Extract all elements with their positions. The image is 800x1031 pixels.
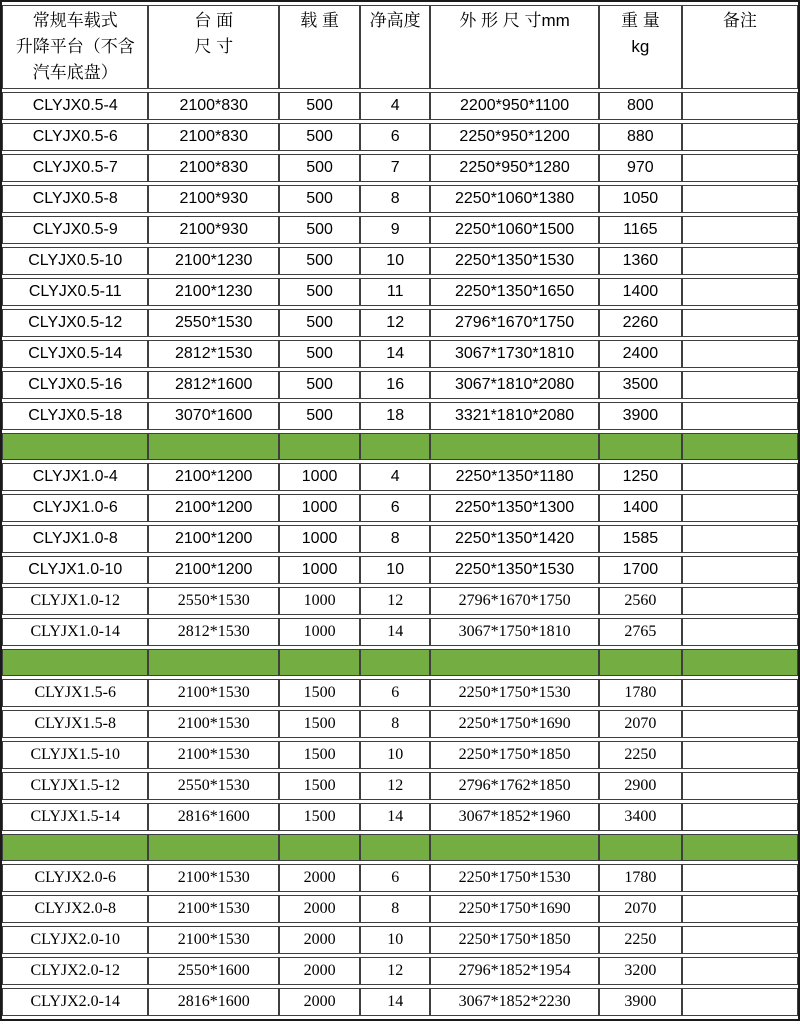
cell-platform-size: 2550*1530 (148, 587, 279, 615)
cell-remark (682, 402, 798, 430)
cell-model: CLYJX0.5-12 (2, 309, 148, 337)
cell-remark (682, 494, 798, 522)
cell-remark (682, 803, 798, 831)
cell-load: 500 (279, 92, 360, 120)
cell-remark (682, 340, 798, 368)
cell-net-height: 12 (360, 957, 430, 985)
table-row (2, 679, 798, 707)
cell-weight: 1360 (599, 247, 682, 275)
cell-remark (682, 371, 798, 399)
separator-cell-net-height (360, 834, 430, 861)
cell-remark (682, 154, 798, 182)
cell-load: 2000 (279, 988, 360, 1016)
cell-overall-size: 2250*1060*1500 (430, 216, 599, 244)
separator-cell-platform-size (148, 834, 279, 861)
separator-cell-weight (599, 649, 682, 676)
cell-model: CLYJX0.5-9 (2, 216, 148, 244)
cell-model: CLYJX0.5-11 (2, 278, 148, 306)
cell-load: 500 (279, 340, 360, 368)
table-row (2, 895, 798, 923)
cell-model: CLYJX0.5-18 (2, 402, 148, 430)
cell-platform-size: 2816*1600 (148, 988, 279, 1016)
cell-platform-size: 2100*1200 (148, 463, 279, 491)
cell-platform-size: 2100*1530 (148, 895, 279, 923)
cell-weight: 3500 (599, 371, 682, 399)
cell-load: 1500 (279, 710, 360, 738)
separator-cell-weight (599, 433, 682, 460)
cell-platform-size: 2100*830 (148, 123, 279, 151)
cell-remark (682, 525, 798, 553)
separator-cell-platform-size (148, 433, 279, 460)
cell-model: CLYJX2.0-6 (2, 864, 148, 892)
cell-load: 500 (279, 154, 360, 182)
cell-net-height: 12 (360, 309, 430, 337)
separator-row (2, 649, 798, 676)
cell-overall-size: 2796*1762*1850 (430, 772, 599, 800)
cell-model: CLYJX1.5-14 (2, 803, 148, 831)
cell-weight: 2900 (599, 772, 682, 800)
cell-net-height: 18 (360, 402, 430, 430)
header-line: kg (631, 37, 650, 56)
cell-platform-size: 2100*830 (148, 154, 279, 182)
cell-net-height: 6 (360, 494, 430, 522)
cell-remark (682, 895, 798, 923)
cell-load: 1500 (279, 803, 360, 831)
cell-overall-size: 2250*950*1200 (430, 123, 599, 151)
cell-model: CLYJX1.0-6 (2, 494, 148, 522)
cell-overall-size: 2796*1670*1750 (430, 587, 599, 615)
cell-platform-size: 2100*1530 (148, 679, 279, 707)
cell-load: 500 (279, 123, 360, 151)
table-row (2, 556, 798, 584)
cell-net-height: 10 (360, 556, 430, 584)
cell-load: 500 (279, 185, 360, 213)
cell-overall-size: 2250*1350*1420 (430, 525, 599, 553)
column-header-remark (682, 5, 798, 89)
cell-overall-size: 3067*1852*2230 (430, 988, 599, 1016)
separator-cell-model (2, 834, 148, 861)
separator-cell-net-height (360, 433, 430, 460)
cell-platform-size: 2100*830 (148, 92, 279, 120)
table-row (2, 494, 798, 522)
cell-net-height: 4 (360, 463, 430, 491)
cell-remark (682, 864, 798, 892)
table-row (2, 371, 798, 399)
cell-model: CLYJX2.0-8 (2, 895, 148, 923)
cell-load: 500 (279, 278, 360, 306)
separator-cell-load (279, 834, 360, 861)
separator-cell-remark (682, 649, 798, 676)
column-header-platform-size (148, 5, 279, 89)
cell-remark (682, 710, 798, 738)
cell-overall-size: 2796*1852*1954 (430, 957, 599, 985)
cell-weight: 1050 (599, 185, 682, 213)
cell-remark (682, 463, 798, 491)
cell-load: 500 (279, 371, 360, 399)
column-header-net-height (360, 5, 430, 89)
separator-cell-platform-size (148, 649, 279, 676)
cell-overall-size: 2250*1350*1530 (430, 247, 599, 275)
cell-overall-size: 2250*1750*1850 (430, 926, 599, 954)
cell-weight: 1700 (599, 556, 682, 584)
cell-platform-size: 2100*1530 (148, 926, 279, 954)
cell-weight: 2250 (599, 926, 682, 954)
cell-load: 500 (279, 216, 360, 244)
cell-load: 1000 (279, 618, 360, 646)
cell-weight: 1165 (599, 216, 682, 244)
cell-overall-size: 2250*1750*1530 (430, 864, 599, 892)
cell-remark (682, 92, 798, 120)
cell-weight: 800 (599, 92, 682, 120)
cell-overall-size: 2250*1750*1530 (430, 679, 599, 707)
cell-weight: 1400 (599, 278, 682, 306)
cell-weight: 3200 (599, 957, 682, 985)
cell-overall-size: 2250*1350*1530 (430, 556, 599, 584)
header-line: 外 形 尺 寸mm (459, 11, 570, 30)
separator-cell-remark (682, 834, 798, 861)
cell-overall-size: 2250*1350*1650 (430, 278, 599, 306)
cell-net-height: 8 (360, 185, 430, 213)
cell-weight: 1780 (599, 864, 682, 892)
cell-net-height: 12 (360, 587, 430, 615)
cell-model: CLYJX0.5-16 (2, 371, 148, 399)
cell-net-height: 12 (360, 772, 430, 800)
cell-net-height: 11 (360, 278, 430, 306)
table-row (2, 741, 798, 769)
cell-weight: 3900 (599, 402, 682, 430)
table-row (2, 247, 798, 275)
column-header-weight (599, 5, 682, 89)
cell-load: 1000 (279, 525, 360, 553)
table-row (2, 926, 798, 954)
cell-net-height: 6 (360, 679, 430, 707)
cell-weight: 2250 (599, 741, 682, 769)
cell-weight: 1250 (599, 463, 682, 491)
cell-platform-size: 2100*1200 (148, 556, 279, 584)
cell-net-height: 14 (360, 988, 430, 1016)
cell-platform-size: 2812*1530 (148, 340, 279, 368)
separator-cell-remark (682, 433, 798, 460)
cell-model: CLYJX2.0-12 (2, 957, 148, 985)
table-row (2, 185, 798, 213)
separator-cell-model (2, 649, 148, 676)
cell-load: 1000 (279, 494, 360, 522)
column-header-overall-size (430, 5, 599, 89)
cell-overall-size: 2796*1670*1750 (430, 309, 599, 337)
cell-load: 2000 (279, 957, 360, 985)
cell-overall-size: 2250*1350*1180 (430, 463, 599, 491)
cell-remark (682, 278, 798, 306)
cell-remark (682, 679, 798, 707)
table-row (2, 957, 798, 985)
header-line: 重 量 (620, 11, 660, 30)
cell-remark (682, 926, 798, 954)
cell-remark (682, 587, 798, 615)
cell-net-height: 9 (360, 216, 430, 244)
separator-cell-load (279, 433, 360, 460)
cell-load: 1000 (279, 587, 360, 615)
cell-overall-size: 2250*1750*1690 (430, 710, 599, 738)
header-line: 台 面 (194, 11, 234, 30)
cell-load: 1500 (279, 772, 360, 800)
separator-row (2, 433, 798, 460)
table-row (2, 587, 798, 615)
cell-overall-size: 2250*1750*1690 (430, 895, 599, 923)
separator-row (2, 834, 798, 861)
cell-platform-size: 2812*1600 (148, 371, 279, 399)
cell-load: 1500 (279, 679, 360, 707)
table-row (2, 340, 798, 368)
cell-remark (682, 216, 798, 244)
cell-remark (682, 185, 798, 213)
cell-weight: 2260 (599, 309, 682, 337)
cell-model: CLYJX1.0-14 (2, 618, 148, 646)
cell-platform-size: 2100*1530 (148, 741, 279, 769)
table-row (2, 463, 798, 491)
cell-model: CLYJX1.5-8 (2, 710, 148, 738)
cell-model: CLYJX0.5-4 (2, 92, 148, 120)
cell-weight: 970 (599, 154, 682, 182)
cell-weight: 3900 (599, 988, 682, 1016)
cell-platform-size: 2100*1230 (148, 278, 279, 306)
cell-net-height: 10 (360, 247, 430, 275)
cell-net-height: 14 (360, 618, 430, 646)
column-header-model (2, 5, 148, 89)
cell-remark (682, 123, 798, 151)
table-row (2, 92, 798, 120)
cell-net-height: 7 (360, 154, 430, 182)
cell-overall-size: 2200*950*1100 (430, 92, 599, 120)
cell-platform-size: 2812*1530 (148, 618, 279, 646)
cell-remark (682, 618, 798, 646)
cell-model: CLYJX0.5-8 (2, 185, 148, 213)
cell-platform-size: 2550*1530 (148, 309, 279, 337)
table-row (2, 402, 798, 430)
cell-model: CLYJX2.0-10 (2, 926, 148, 954)
cell-overall-size: 3067*1730*1810 (430, 340, 599, 368)
table-row (2, 309, 798, 337)
separator-cell-net-height (360, 649, 430, 676)
separator-cell-overall-size (430, 433, 599, 460)
cell-platform-size: 2100*1530 (148, 710, 279, 738)
table-row (2, 803, 798, 831)
separator-cell-weight (599, 834, 682, 861)
cell-load: 500 (279, 309, 360, 337)
cell-model: CLYJX1.5-12 (2, 772, 148, 800)
cell-net-height: 10 (360, 926, 430, 954)
separator-cell-overall-size (430, 834, 599, 861)
cell-weight: 1780 (599, 679, 682, 707)
table-row (2, 154, 798, 182)
cell-net-height: 6 (360, 123, 430, 151)
cell-net-height: 16 (360, 371, 430, 399)
cell-net-height: 4 (360, 92, 430, 120)
cell-model: CLYJX0.5-7 (2, 154, 148, 182)
table-row (2, 123, 798, 151)
cell-remark (682, 988, 798, 1016)
cell-remark (682, 556, 798, 584)
cell-model: CLYJX0.5-6 (2, 123, 148, 151)
cell-model: CLYJX0.5-14 (2, 340, 148, 368)
cell-net-height: 8 (360, 895, 430, 923)
cell-load: 2000 (279, 895, 360, 923)
cell-load: 1500 (279, 741, 360, 769)
cell-weight: 880 (599, 123, 682, 151)
cell-weight: 2560 (599, 587, 682, 615)
cell-load: 1000 (279, 556, 360, 584)
cell-platform-size: 2100*930 (148, 216, 279, 244)
table-row (2, 618, 798, 646)
cell-platform-size: 2550*1530 (148, 772, 279, 800)
cell-overall-size: 3067*1810*2080 (430, 371, 599, 399)
header-line: 升降平台（不含 (15, 37, 135, 56)
cell-net-height: 8 (360, 710, 430, 738)
cell-weight: 2400 (599, 340, 682, 368)
cell-platform-size: 2550*1600 (148, 957, 279, 985)
separator-cell-overall-size (430, 649, 599, 676)
column-header-load (279, 5, 360, 89)
cell-remark (682, 741, 798, 769)
cell-overall-size: 2250*1350*1300 (430, 494, 599, 522)
cell-overall-size: 3321*1810*2080 (430, 402, 599, 430)
cell-net-height: 14 (360, 803, 430, 831)
cell-net-height: 6 (360, 864, 430, 892)
cell-platform-size: 2100*1530 (148, 864, 279, 892)
cell-remark (682, 772, 798, 800)
table-row (2, 710, 798, 738)
cell-overall-size: 3067*1750*1810 (430, 618, 599, 646)
cell-remark (682, 957, 798, 985)
header-line: 备注 (722, 11, 757, 30)
header-line: 尺 寸 (194, 37, 234, 56)
table-row (2, 772, 798, 800)
cell-weight: 2070 (599, 895, 682, 923)
cell-weight: 1400 (599, 494, 682, 522)
cell-weight: 2070 (599, 710, 682, 738)
cell-platform-size: 3070*1600 (148, 402, 279, 430)
cell-model: CLYJX1.5-10 (2, 741, 148, 769)
cell-overall-size: 2250*950*1280 (430, 154, 599, 182)
cell-model: CLYJX2.0-14 (2, 988, 148, 1016)
cell-platform-size: 2100*1230 (148, 247, 279, 275)
cell-overall-size: 2250*1060*1380 (430, 185, 599, 213)
cell-model: CLYJX1.0-4 (2, 463, 148, 491)
table-row (2, 216, 798, 244)
cell-net-height: 10 (360, 741, 430, 769)
cell-platform-size: 2100*1200 (148, 525, 279, 553)
cell-net-height: 8 (360, 525, 430, 553)
cell-platform-size: 2100*1200 (148, 494, 279, 522)
cell-overall-size: 2250*1750*1850 (430, 741, 599, 769)
cell-platform-size: 2816*1600 (148, 803, 279, 831)
header-line: 常规车载式 (32, 11, 118, 30)
cell-load: 2000 (279, 926, 360, 954)
cell-net-height: 14 (360, 340, 430, 368)
header-line: 载 重 (300, 11, 339, 30)
header-line: 汽车底盘） (32, 63, 118, 82)
separator-cell-load (279, 649, 360, 676)
table-body (2, 92, 798, 1016)
header-row (2, 5, 798, 89)
cell-model: CLYJX1.0-10 (2, 556, 148, 584)
cell-load: 500 (279, 402, 360, 430)
cell-weight: 3400 (599, 803, 682, 831)
cell-model: CLYJX1.5-6 (2, 679, 148, 707)
table-header (2, 5, 798, 89)
cell-remark (682, 309, 798, 337)
cell-remark (682, 247, 798, 275)
table-row (2, 525, 798, 553)
cell-load: 1000 (279, 463, 360, 491)
cell-load: 500 (279, 247, 360, 275)
cell-overall-size: 3067*1852*1960 (430, 803, 599, 831)
table-row (2, 864, 798, 892)
cell-model: CLYJX1.0-12 (2, 587, 148, 615)
cell-model: CLYJX1.0-8 (2, 525, 148, 553)
cell-load: 2000 (279, 864, 360, 892)
table-row (2, 278, 798, 306)
table-row (2, 988, 798, 1016)
separator-cell-model (2, 433, 148, 460)
cell-platform-size: 2100*930 (148, 185, 279, 213)
header-line: 净高度 (369, 11, 421, 30)
cell-model: CLYJX0.5-10 (2, 247, 148, 275)
cell-weight: 2765 (599, 618, 682, 646)
cell-weight: 1585 (599, 525, 682, 553)
